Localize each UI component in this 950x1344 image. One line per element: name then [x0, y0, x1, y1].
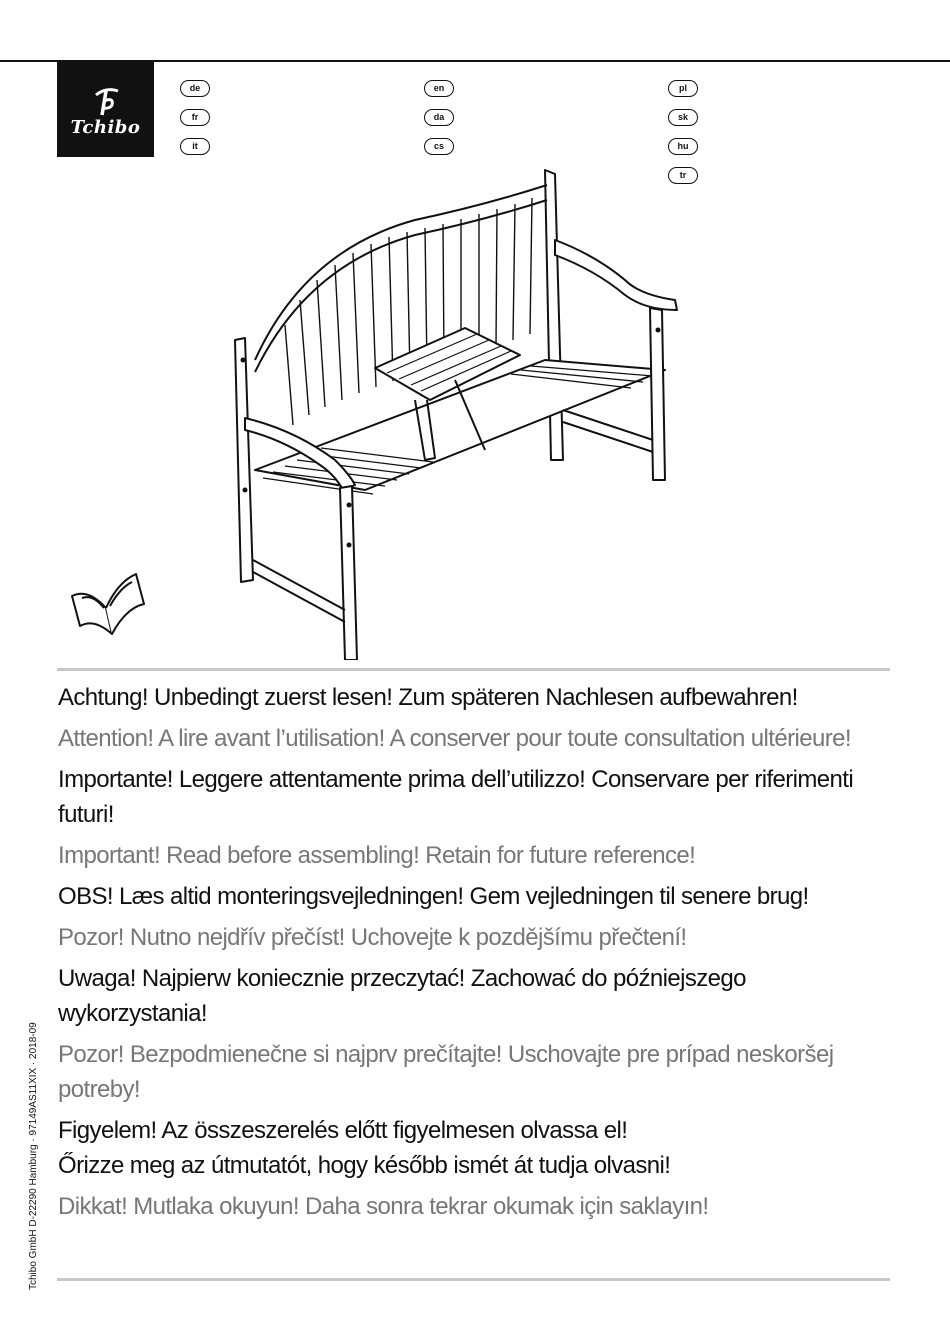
language-badge-fr: fr — [180, 109, 210, 126]
language-badge-it: it — [180, 138, 210, 155]
language-badge-hu: hu — [668, 138, 698, 155]
warning-text: Importante! Leggere attentamente prima dell’utilizzo! Conservare per riferimenti futuri! — [58, 766, 854, 828]
upper-divider — [57, 668, 890, 671]
warning-text: Pozor! Nutno nejdřív přečíst! Uchovejte k pozdějšímu přečtení! — [58, 924, 687, 951]
warning-text: Attention! A lire avant l’utilisation! A conserver pour toute consultation ultérieure! — [58, 725, 851, 752]
brand-wordmark: Tchibo — [70, 117, 141, 138]
language-badge-pl: pl — [668, 80, 698, 97]
lower-divider — [57, 1278, 890, 1281]
open-book-icon — [68, 568, 148, 638]
language-badge-cs: cs — [424, 138, 454, 155]
safety-warnings-list — [58, 680, 898, 1230]
tchibo-logo-icon — [86, 81, 126, 121]
warning-text: Uwaga! Najpierw koniecznie przeczytać! Zachować do późniejszego wykorzystania! — [58, 965, 746, 1027]
warning-text: Dikkat! Mutlaka okuyun! Daha sonra tekrar okumak için saklayın! — [58, 1193, 709, 1220]
language-badge-tr: tr — [668, 167, 698, 184]
language-badge-en: en — [424, 80, 454, 97]
tchibo-logo — [57, 62, 154, 157]
warning-text: Important! Read before assembling! Retain for future reference! — [58, 842, 696, 869]
language-badge-de: de — [180, 80, 210, 97]
warning-text: Pozor! Bezpodmienečne si najprv prečítajte! Uschovajte pre prípad neskoršej potreby! — [58, 1041, 834, 1103]
warning-text: Figyelem! Az összeszerelés előtt figyelmesen olvassa el! Őrizze meg az útmutatót, hogy később ismét át tudja olvasni! — [58, 1117, 671, 1179]
language-column-1 — [180, 80, 210, 167]
warning-text: Achtung! Unbedingt zuerst lesen! Zum späteren Nachlesen aufbewahren! — [58, 684, 798, 711]
language-column-2 — [424, 80, 454, 167]
warning-text: OBS! Læs altid monteringsvejledningen! Gem vejledningen til senere brug! — [58, 883, 809, 910]
bench-illustration — [225, 160, 695, 660]
language-badge-sk: sk — [668, 109, 698, 126]
imprint-text: Tchibo GmbH D-22290 Hamburg · 97149AS11XIX · 2018-09 — [28, 1022, 39, 1290]
language-badge-da: da — [424, 109, 454, 126]
